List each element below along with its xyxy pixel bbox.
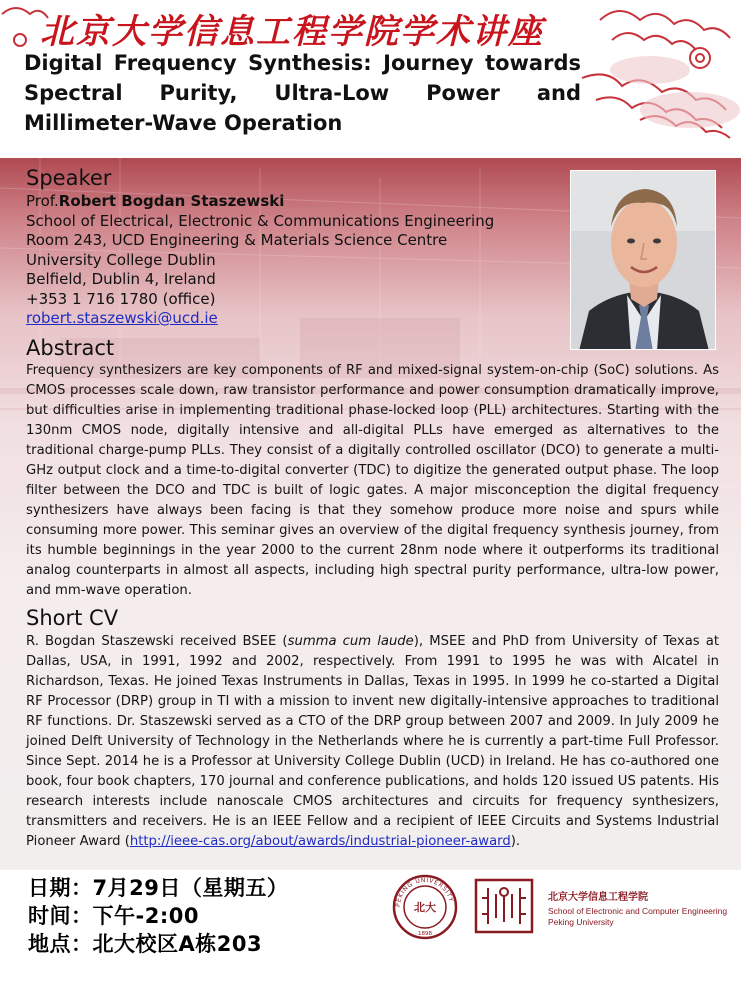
cv-text-part-a: R. Bogdan Staszewski received BSEE (: [26, 634, 288, 649]
abstract-heading: Abstract: [26, 336, 115, 360]
header-banner: [0, 0, 741, 158]
footer: [0, 870, 741, 990]
abstract-text: Frequency synthesizers are key components of RF and mixed-signal system-on-chip (SoC) solutions. As CMOS processes scale down, raw transistor performance and power consumption dramatically improve, but difficulties arise in implementing traditional phase-locked loop (PLL) architectures. Starting with the 130nm CMOS node, digitally intensive and all-digital PLLs have emerged as alternatives to the traditional charge-pump PLLs. They consist of a digitally controlled oscillator (DCO) to generate a multi-GHz output clock and a time-to-digital converter (TDC) to digitize the generated output phase. The loop filter between the DCO and TDC is built of logic gates. A major misconception the digital frequency synthesizers have always been facing is that they somehow produce more noise and spurs while consuming more power. This seminar gives an overview of the digital frequency synthesis journey, from its humble beginnings in the year 2000 to the current 28nm node where it outperforms its traditional analog counterparts in almost all aspects, including high spectral purity performance, ultra-low power, and mm-wave operation.: [26, 363, 719, 598]
event-location: 地点：北大校区A栋203: [28, 932, 263, 956]
cv-text-italic: summa cum laude: [287, 634, 414, 649]
cv-text-part-b: ), MSEE and PhD from University of Texas at Dallas, USA, in 1991, 1992 and 2002, respectively. From 1991 to 1995 he was with Alcatel in Richardson, Texas. He joined Texas Instruments in Dallas, Texas in 1995. In 1999 he co-started a Digital RF Processor (DRP) group in TI with a mission to invent new digitally-intensive approaches to traditional RF functions. Dr. Staszewski served as a CTO of the DRP group between 2007 and 2009. In July 2009 he joined Delft University of Technology in the Netherlands where he is currently a part-time Full Professor. Since Sept. 2014 he is a Professor at University College Dublin (UCD) in Ireland. He has co-authored one book, four book chapters, 170 journal and conference publications, and holds 120 issued US patents. His research interests include nanoscale CMOS architectures and circuits for frequency synthesizers, transmitters and receivers. He is an IEEE Fellow and a recipient of IEEE Circuits and Systems Industrial Pioneer Award (: [26, 634, 720, 849]
school-name-en: School of Electronic and Computer Engineering: [548, 906, 728, 916]
content-panel: [0, 158, 741, 870]
talk-title: Digital Frequency Synthesis: Journey towards Spectral Purity, Ultra-Low Power and Millimeter-Wave Operation: [24, 51, 581, 135]
speaker-name-line: [26, 192, 284, 212]
speaker-prefix: Prof.: [26, 192, 59, 210]
event-time: 时间：下午-2:00: [28, 904, 199, 928]
speaker-affiliation-school: School of Electrical, Electronic & Communications Engineering: [26, 211, 495, 230]
speaker-name: Robert Bogdan Staszewski: [58, 192, 285, 210]
speaker-email-row: [26, 309, 218, 329]
speaker-phone: +353 1 716 1780 (office): [26, 289, 216, 308]
speaker-photo: [570, 170, 716, 350]
speaker-portrait-icon: [571, 171, 716, 350]
pku-seal-icon: [392, 874, 458, 940]
speaker-affiliation-university: University College Dublin: [26, 250, 216, 269]
speaker-affiliation-room: Room 243, UCD Engineering & Materials Science Centre: [26, 231, 448, 249]
cv-text-part-c: ).: [510, 834, 521, 849]
cv-text: [26, 632, 719, 852]
cv-heading: Short CV: [26, 606, 119, 630]
speaker-address: Belfield, Dublin 4, Ireland: [26, 270, 216, 288]
event-date: 日期：7月29日（星期五）: [28, 876, 289, 900]
speaker-heading: Speaker: [26, 166, 112, 190]
school-name-cn: 北京大学信息工程学院: [548, 892, 648, 903]
ieee-award-link[interactable]: http://ieee-cas.org/about/awards/industrial-pioneer-award: [129, 834, 511, 849]
speaker-email-link[interactable]: robert.staszewski@ucd.ie: [26, 309, 218, 327]
seal-center-text: 北大: [414, 901, 436, 914]
event-series-title: 北京大学信息工程学院学术讲座: [40, 12, 544, 52]
seal-year: 1898: [418, 931, 432, 937]
university-name-en: Peking University: [548, 917, 614, 927]
school-logo-icon: [474, 878, 534, 934]
seal-ring-text: PEKING UNIVERSITY: [394, 876, 455, 908]
